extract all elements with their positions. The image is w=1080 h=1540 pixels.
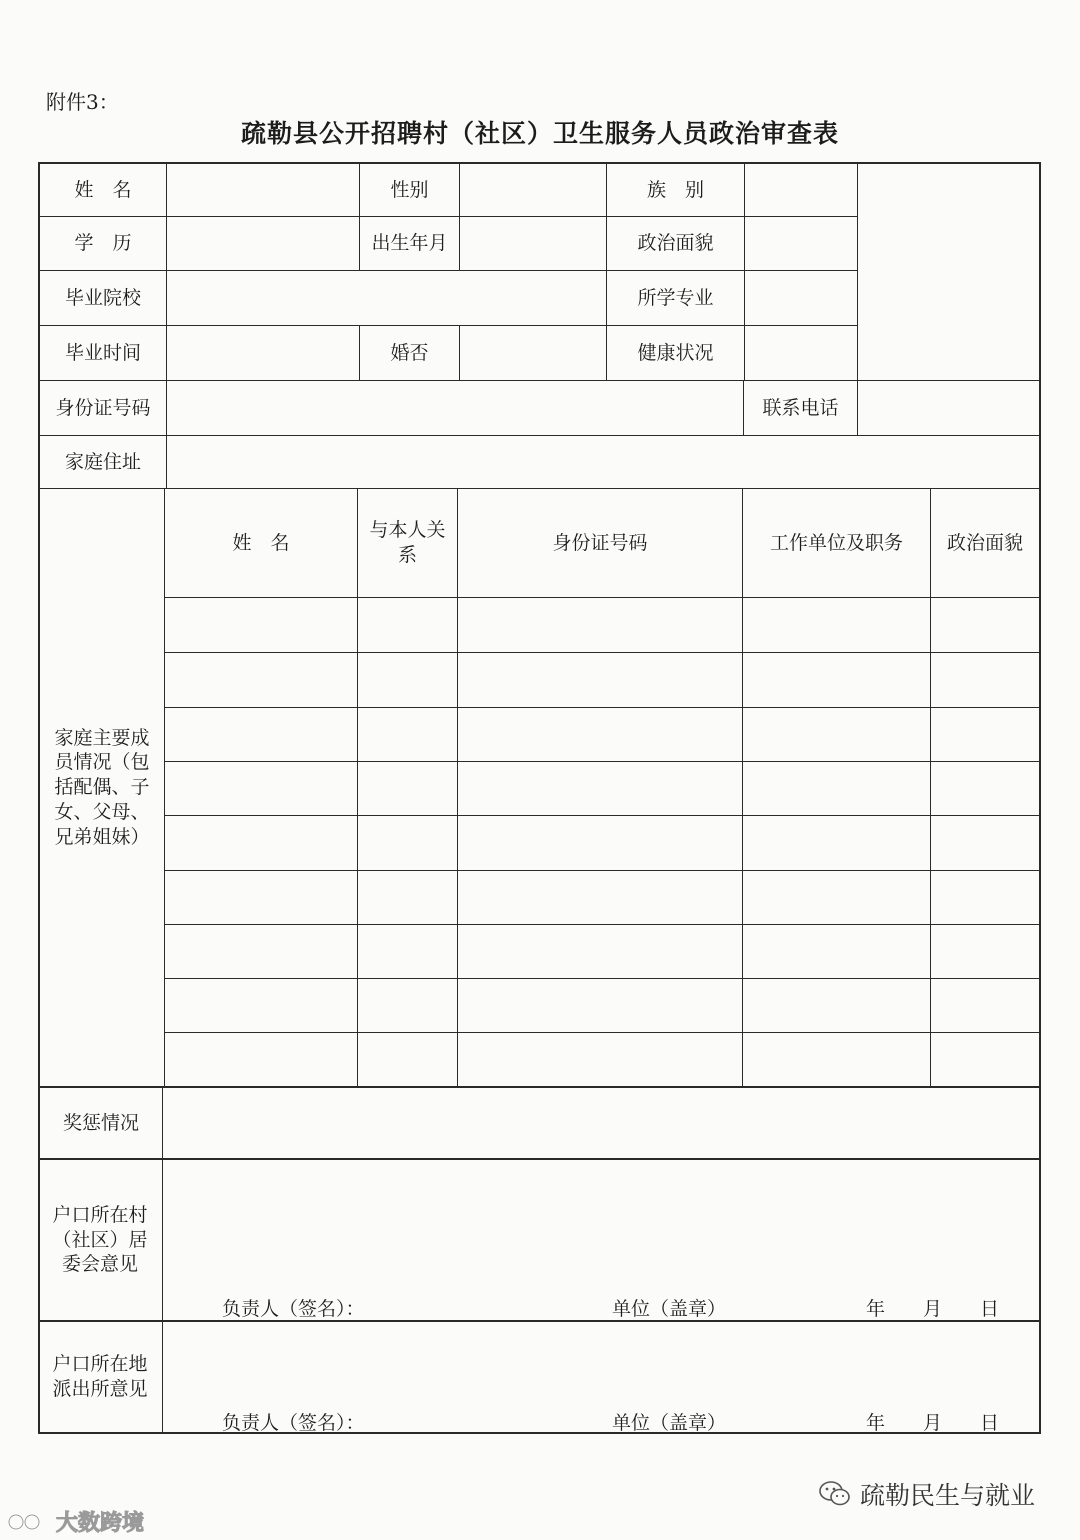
member-id-number-cell[interactable]: [458, 816, 742, 870]
member-work-cell[interactable]: [743, 816, 930, 870]
member-id-number-cell[interactable]: [458, 762, 742, 815]
member-name-cell[interactable]: [165, 925, 357, 978]
member-id-number-cell[interactable]: [458, 708, 742, 761]
label-marital: 婚否: [390, 341, 429, 364]
member-work-cell[interactable]: [743, 708, 930, 761]
member-political-cell[interactable]: [931, 816, 1039, 870]
member-name-cell[interactable]: [165, 871, 357, 924]
village-unit-label: 单位（盖章）: [612, 1298, 727, 1320]
member-relation-cell[interactable]: [358, 871, 457, 924]
member-work-cell[interactable]: [743, 599, 930, 652]
input-major[interactable]: [745, 271, 857, 325]
col-header-political: 政治面貌: [946, 531, 1023, 554]
input-village-opinion[interactable]: [163, 1160, 1039, 1280]
right-watermark: [818, 1476, 1035, 1512]
label-family: 家庭主要成员情况（包括配偶、子女、父母、兄弟姐妹）: [54, 726, 150, 848]
table-border-right: [1039, 162, 1041, 1434]
member-political-cell[interactable]: [931, 762, 1039, 815]
input-birth[interactable]: [460, 217, 606, 270]
member-relation-cell[interactable]: [358, 1033, 457, 1086]
wechat-icon: [818, 1479, 852, 1509]
member-relation-cell[interactable]: [358, 708, 457, 761]
label-gender: 性别: [390, 178, 429, 201]
member-relation-cell[interactable]: [358, 599, 457, 652]
label-police: 户口所在地派出所意见: [52, 1353, 148, 1400]
member-relation-cell[interactable]: [358, 979, 457, 1032]
police-unit-label: 单位（盖章）: [612, 1412, 727, 1434]
input-ethnicity[interactable]: [745, 164, 857, 216]
hline: [164, 597, 1041, 598]
member-name-cell[interactable]: [165, 979, 357, 1032]
input-address[interactable]: [167, 436, 1039, 488]
member-name-cell[interactable]: [165, 708, 357, 761]
col-header-work: 工作单位及职务: [769, 531, 903, 554]
member-relation-cell[interactable]: [358, 653, 457, 707]
member-political-cell[interactable]: [931, 708, 1039, 761]
photo-box[interactable]: [858, 164, 1039, 380]
police-signer-label: 负责人（签名）：: [222, 1412, 365, 1434]
label-ethnicity: 族 别: [646, 178, 704, 201]
member-political-cell[interactable]: [931, 979, 1039, 1032]
member-id-number-cell[interactable]: [458, 871, 742, 924]
input-rewards[interactable]: [163, 1088, 1039, 1158]
member-political-cell[interactable]: [931, 1033, 1039, 1086]
input-phone[interactable]: [858, 381, 1039, 435]
col-header-name: 姓 名: [232, 531, 290, 554]
input-name[interactable]: [167, 164, 359, 216]
member-name-cell[interactable]: [165, 1033, 357, 1086]
label-birth: 出生年月: [371, 232, 448, 255]
annex-label: 附件3：: [46, 90, 119, 114]
label-grad-time: 毕业时间: [64, 341, 141, 364]
label-school: 毕业院校: [64, 286, 141, 309]
member-political-cell[interactable]: [931, 871, 1039, 924]
member-relation-cell[interactable]: [358, 762, 457, 815]
brand-logo-icon: [6, 1509, 50, 1535]
member-political-cell[interactable]: [931, 653, 1039, 707]
input-marital[interactable]: [460, 326, 606, 380]
police-date-label: 年 月 日: [866, 1412, 1000, 1434]
left-watermark: [6, 1506, 144, 1537]
label-education: 学 历: [74, 232, 132, 255]
village-date-label: 年 月 日: [866, 1298, 1000, 1320]
member-political-cell[interactable]: [931, 599, 1039, 652]
col-header-relation: 与本人关系: [369, 519, 446, 566]
member-name-cell[interactable]: [165, 816, 357, 870]
input-education[interactable]: [167, 217, 359, 270]
member-id-number-cell[interactable]: [458, 1033, 742, 1086]
label-name: 姓 名: [74, 178, 132, 201]
label-rewards: 奖惩情况: [62, 1111, 139, 1134]
member-work-cell[interactable]: [743, 1033, 930, 1086]
member-id-number-cell[interactable]: [458, 979, 742, 1032]
member-name-cell[interactable]: [165, 762, 357, 815]
member-id-number-cell[interactable]: [458, 925, 742, 978]
col-header-id-number: 身份证号码: [552, 531, 648, 554]
village-signer-label: 负责人（签名）：: [222, 1298, 365, 1320]
label-health: 健康状况: [637, 341, 714, 364]
member-name-cell[interactable]: [165, 599, 357, 652]
member-work-cell[interactable]: [743, 762, 930, 815]
input-police-opinion[interactable]: [163, 1322, 1039, 1402]
member-id-number-cell[interactable]: [458, 653, 742, 707]
input-grad-time[interactable]: [167, 326, 359, 380]
label-address: 家庭住址: [64, 450, 141, 473]
member-political-cell[interactable]: [931, 925, 1039, 978]
input-political[interactable]: [745, 217, 857, 270]
label-id-number: 身份证号码: [55, 396, 151, 419]
right-watermark-text: 疏勒民生与就业: [860, 1481, 1036, 1510]
input-gender[interactable]: [460, 164, 606, 216]
member-work-cell[interactable]: [743, 653, 930, 707]
label-village: 户口所在村（社区）居委会意见: [52, 1203, 148, 1276]
member-work-cell[interactable]: [743, 871, 930, 924]
label-political: 政治面貌: [637, 232, 714, 255]
label-major: 所学专业: [637, 286, 714, 309]
member-name-cell[interactable]: [165, 653, 357, 707]
member-id-number-cell[interactable]: [458, 599, 742, 652]
member-work-cell[interactable]: [743, 979, 930, 1032]
member-work-cell[interactable]: [743, 925, 930, 978]
input-health[interactable]: [745, 326, 857, 380]
form-title: 疏勒县公开招聘村（社区）卫生服务人员政治审查表: [240, 119, 839, 148]
input-id-number[interactable]: [167, 381, 743, 435]
left-watermark-text: 大数跨境: [56, 1511, 145, 1536]
member-relation-cell[interactable]: [358, 925, 457, 978]
input-school[interactable]: [167, 271, 606, 325]
label-phone: 联系电话: [762, 396, 839, 419]
member-relation-cell[interactable]: [358, 816, 457, 870]
